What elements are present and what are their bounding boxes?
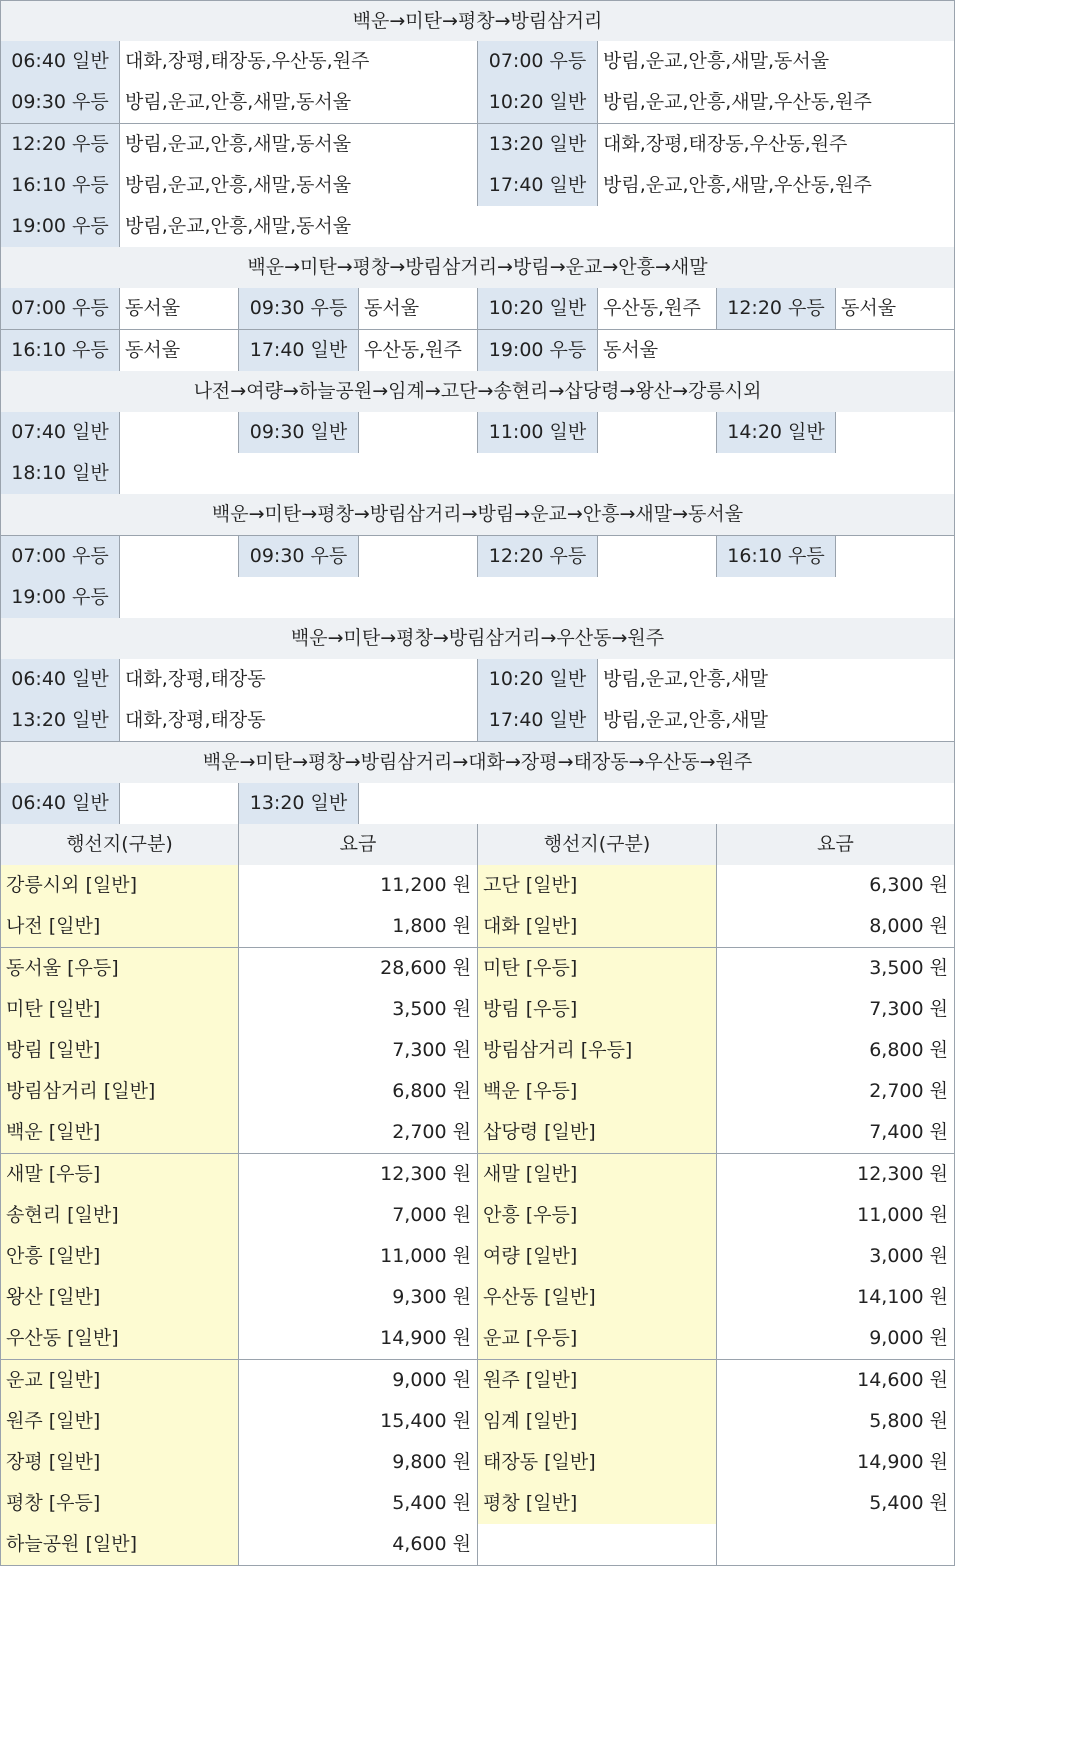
- fare-amount: 5,800 원: [717, 1401, 955, 1443]
- route-title-row: [0, 494, 955, 536]
- stop-list: 방림,운교,안흥,새말,동서울: [120, 206, 955, 248]
- fare-row: [0, 1442, 955, 1484]
- fare-row: [0, 1154, 955, 1196]
- destination-class: 강릉시외 [일반]: [0, 865, 239, 907]
- stop-list: 방림,운교,안흥,새말,동서울: [120, 82, 478, 124]
- stop-list: 방림,운교,안흥,새말: [598, 700, 955, 742]
- stop-list: 우산동,원주: [598, 288, 717, 330]
- fare-header-row: [0, 824, 955, 866]
- destination-class: 방림삼거리 [우등]: [478, 1030, 717, 1072]
- route-title-row: [0, 742, 955, 784]
- fare-amount: 11,000 원: [239, 1236, 478, 1278]
- departure-time: 19:00 우등: [478, 330, 598, 372]
- fare-amount: 14,900 원: [239, 1318, 478, 1360]
- route-title-row: [0, 371, 955, 413]
- destination-class: 태장동 [일반]: [478, 1442, 717, 1484]
- fare-amount: 6,800 원: [239, 1071, 478, 1113]
- departure-time: 06:40 일반: [0, 783, 120, 825]
- schedule-row: [0, 453, 955, 495]
- fare-amount: 7,300 원: [239, 1030, 478, 1072]
- fare-amount: 11,000 원: [717, 1195, 955, 1237]
- destination-class: 평창 [우등]: [0, 1483, 239, 1525]
- schedule-row: [0, 288, 955, 330]
- fare-row: [0, 1195, 955, 1237]
- departure-time: 06:40 일반: [0, 659, 120, 701]
- schedule-row: [0, 412, 955, 454]
- departure-time: 10:20 일반: [478, 288, 598, 330]
- departure-time: 19:00 우등: [0, 206, 120, 248]
- departure-time: 07:00 우등: [0, 288, 120, 330]
- destination-class: 안흥 [우등]: [478, 1195, 717, 1237]
- destination-class: 삽당령 [일반]: [478, 1112, 717, 1154]
- schedule-row: [0, 124, 955, 166]
- departure-time: 07:00 우등: [478, 41, 598, 83]
- departure-time: 13:20 일반: [478, 124, 598, 166]
- stop-list: 대화,장평,태장동,우산동,원주: [598, 124, 955, 166]
- route-title-row: [0, 247, 955, 289]
- route-title: 나전→여량→하늘공원→임계→고단→송현리→삽당령→왕산→강릉시외: [0, 371, 955, 413]
- schedule-row: [0, 783, 955, 825]
- fare-amount: 1,800 원: [239, 906, 478, 948]
- stop-list: 동서울: [359, 288, 478, 330]
- schedule-row: [0, 165, 955, 207]
- departure-time: 14:20 일반: [717, 412, 836, 454]
- departure-time: 09:30 일반: [239, 412, 359, 454]
- destination-class: 원주 [일반]: [478, 1360, 717, 1402]
- destination-header: 행선지(구분): [478, 824, 717, 866]
- fare-row: [0, 948, 955, 990]
- fare-row: [0, 1112, 955, 1154]
- fare-row: [0, 1483, 955, 1525]
- departure-time: 12:20 우등: [478, 536, 598, 578]
- stop-list: [359, 536, 478, 578]
- stop-list: [120, 577, 955, 619]
- fare-amount: 7,400 원: [717, 1112, 955, 1154]
- fare-row: [0, 1360, 955, 1402]
- schedule-row: [0, 700, 955, 742]
- departure-time: 13:20 일반: [0, 700, 120, 742]
- stop-list: [359, 783, 955, 825]
- destination-class: 우산동 [일반]: [478, 1277, 717, 1319]
- fare-row: [0, 865, 955, 907]
- stop-list: 방림,운교,안흥,새말,동서울: [598, 41, 955, 83]
- fare-header: 요금: [239, 824, 478, 866]
- fare-header: 요금: [717, 824, 955, 866]
- stop-list: 대화,장평,태장동,우산동,원주: [120, 41, 478, 83]
- destination-class: 우산동 [일반]: [0, 1318, 239, 1360]
- destination-class: 방림삼거리 [일반]: [0, 1071, 239, 1113]
- departure-time: 06:40 일반: [0, 41, 120, 83]
- destination-class: 송현리 [일반]: [0, 1195, 239, 1237]
- fare-amount: 12,300 원: [717, 1154, 955, 1196]
- destination-class: 새말 [우등]: [0, 1154, 239, 1196]
- fare-amount: 28,600 원: [239, 948, 478, 990]
- fare-row: [0, 1277, 955, 1319]
- schedule-row: [0, 206, 955, 248]
- destination-class: 원주 [일반]: [0, 1401, 239, 1443]
- stop-list: [120, 536, 239, 578]
- stop-list: [598, 412, 717, 454]
- departure-time: 19:00 우등: [0, 577, 120, 619]
- stop-list: [120, 453, 955, 495]
- stop-list: 방림,운교,안흥,새말,우산동,원주: [598, 82, 955, 124]
- departure-time: 09:30 우등: [239, 288, 359, 330]
- destination-class: 동서울 [우등]: [0, 948, 239, 990]
- destination-class: 방림 [우등]: [478, 989, 717, 1031]
- departure-time: 10:20 일반: [478, 659, 598, 701]
- destination-class: 왕산 [일반]: [0, 1277, 239, 1319]
- destination-class: 장평 [일반]: [0, 1442, 239, 1484]
- route-title: 백운→미탄→평창→방림삼거리→방림→운교→안흥→새말: [0, 247, 955, 289]
- fare-row: [0, 1030, 955, 1072]
- route-title-row: [0, 618, 955, 660]
- fare-amount: 9,800 원: [239, 1442, 478, 1484]
- departure-time: 17:40 일반: [239, 330, 359, 372]
- fare-row: [0, 1236, 955, 1278]
- stop-list: [836, 412, 955, 454]
- destination-class: 안흥 [일반]: [0, 1236, 239, 1278]
- fare-amount: 7,300 원: [717, 989, 955, 1031]
- fare-amount: 14,100 원: [717, 1277, 955, 1319]
- departure-time: 11:00 일반: [478, 412, 598, 454]
- departure-time: 07:00 우등: [0, 536, 120, 578]
- stop-list: 우산동,원주: [359, 330, 478, 372]
- departure-time: 16:10 우등: [0, 330, 120, 372]
- departure-time: 09:30 우등: [0, 82, 120, 124]
- destination-class: 새말 [일반]: [478, 1154, 717, 1196]
- fare-amount: 14,900 원: [717, 1442, 955, 1484]
- schedule-row: [0, 330, 955, 372]
- fare-amount: 5,400 원: [239, 1483, 478, 1525]
- route-title: 백운→미탄→평창→방림삼거리→우산동→원주: [0, 618, 955, 660]
- destination-class: 대화 [일반]: [478, 906, 717, 948]
- stop-list: 방림,운교,안흥,새말,우산동,원주: [598, 165, 955, 207]
- fare-row: [0, 1071, 955, 1113]
- destination-class: 하늘공원 [일반]: [0, 1524, 239, 1566]
- fare-amount: 8,000 원: [717, 906, 955, 948]
- stop-list: 방림,운교,안흥,새말: [598, 659, 955, 701]
- stop-list: [598, 536, 717, 578]
- fare-amount: 6,800 원: [717, 1030, 955, 1072]
- departure-time: 12:20 우등: [0, 124, 120, 166]
- route-title-row: [0, 0, 955, 42]
- stop-list: [359, 412, 478, 454]
- destination-class: 여량 [일반]: [478, 1236, 717, 1278]
- fare-row: [0, 906, 955, 948]
- destination-class: 백운 [일반]: [0, 1112, 239, 1154]
- schedule-row: [0, 82, 955, 124]
- fare-amount: 3,500 원: [717, 948, 955, 990]
- stop-list: 동서울: [120, 330, 239, 372]
- destination-class: 평창 [일반]: [478, 1483, 717, 1525]
- departure-time: 12:20 우등: [717, 288, 836, 330]
- fare-amount: 12,300 원: [239, 1154, 478, 1196]
- stop-list: 동서울: [836, 288, 955, 330]
- schedule-row: [0, 577, 955, 619]
- route-title: 백운→미탄→평창→방림삼거리: [0, 0, 955, 42]
- destination-class: 나전 [일반]: [0, 906, 239, 948]
- destination-class: 미탄 [우등]: [478, 948, 717, 990]
- destination-class: 운교 [일반]: [0, 1360, 239, 1402]
- fare-amount: 3,500 원: [239, 989, 478, 1031]
- fare-amount: 14,600 원: [717, 1360, 955, 1402]
- destination-class: 방림 [일반]: [0, 1030, 239, 1072]
- destination-class: 임계 [일반]: [478, 1401, 717, 1443]
- fare-amount: 15,400 원: [239, 1401, 478, 1443]
- fare-row: [0, 989, 955, 1031]
- departure-time: 17:40 일반: [478, 165, 598, 207]
- fare-row: [0, 1524, 955, 1566]
- fare-amount: 4,600 원: [239, 1524, 478, 1566]
- destination-class: 미탄 [일반]: [0, 989, 239, 1031]
- fare-amount: 6,300 원: [717, 865, 955, 907]
- destination-class: [478, 1524, 717, 1566]
- fare-row: [0, 1318, 955, 1360]
- fare-amount: 5,400 원: [717, 1483, 955, 1525]
- fare-amount: 9,000 원: [717, 1318, 955, 1360]
- fare-row: [0, 1401, 955, 1443]
- stop-list: [120, 412, 239, 454]
- stop-list: [836, 536, 955, 578]
- schedule-row: [0, 659, 955, 701]
- stop-list: 대화,장평,태장동: [120, 659, 478, 701]
- departure-time: 09:30 우등: [239, 536, 359, 578]
- fare-amount: 9,300 원: [239, 1277, 478, 1319]
- departure-time: 17:40 일반: [478, 700, 598, 742]
- fare-amount: 9,000 원: [239, 1360, 478, 1402]
- stop-list: [120, 783, 239, 825]
- fare-amount: 7,000 원: [239, 1195, 478, 1237]
- departure-time: 07:40 일반: [0, 412, 120, 454]
- destination-class: 고단 [일반]: [478, 865, 717, 907]
- departure-time: 16:10 우등: [0, 165, 120, 207]
- fare-amount: 11,200 원: [239, 865, 478, 907]
- departure-time: 13:20 일반: [239, 783, 359, 825]
- destination-class: 운교 [우등]: [478, 1318, 717, 1360]
- schedule-row: [0, 41, 955, 83]
- stop-list: 대화,장평,태장동: [120, 700, 478, 742]
- destination-class: 백운 [우등]: [478, 1071, 717, 1113]
- fare-amount: 3,000 원: [717, 1236, 955, 1278]
- destination-header: 행선지(구분): [0, 824, 239, 866]
- route-title: 백운→미탄→평창→방림삼거리→대화→장평→태장동→우산동→원주: [0, 742, 955, 784]
- stop-list: 동서울: [120, 288, 239, 330]
- stop-list: 동서울: [598, 330, 955, 372]
- stop-list: 방림,운교,안흥,새말,동서울: [120, 124, 478, 166]
- route-title: 백운→미탄→평창→방림삼거리→방림→운교→안흥→새말→동서울: [0, 494, 955, 536]
- departure-time: 18:10 일반: [0, 453, 120, 495]
- fare-amount: [717, 1524, 955, 1566]
- departure-time: 10:20 일반: [478, 82, 598, 124]
- departure-time: 16:10 우등: [717, 536, 836, 578]
- fare-amount: 2,700 원: [239, 1112, 478, 1154]
- schedule-row: [0, 536, 955, 578]
- stop-list: 방림,운교,안흥,새말,동서울: [120, 165, 478, 207]
- fare-amount: 2,700 원: [717, 1071, 955, 1113]
